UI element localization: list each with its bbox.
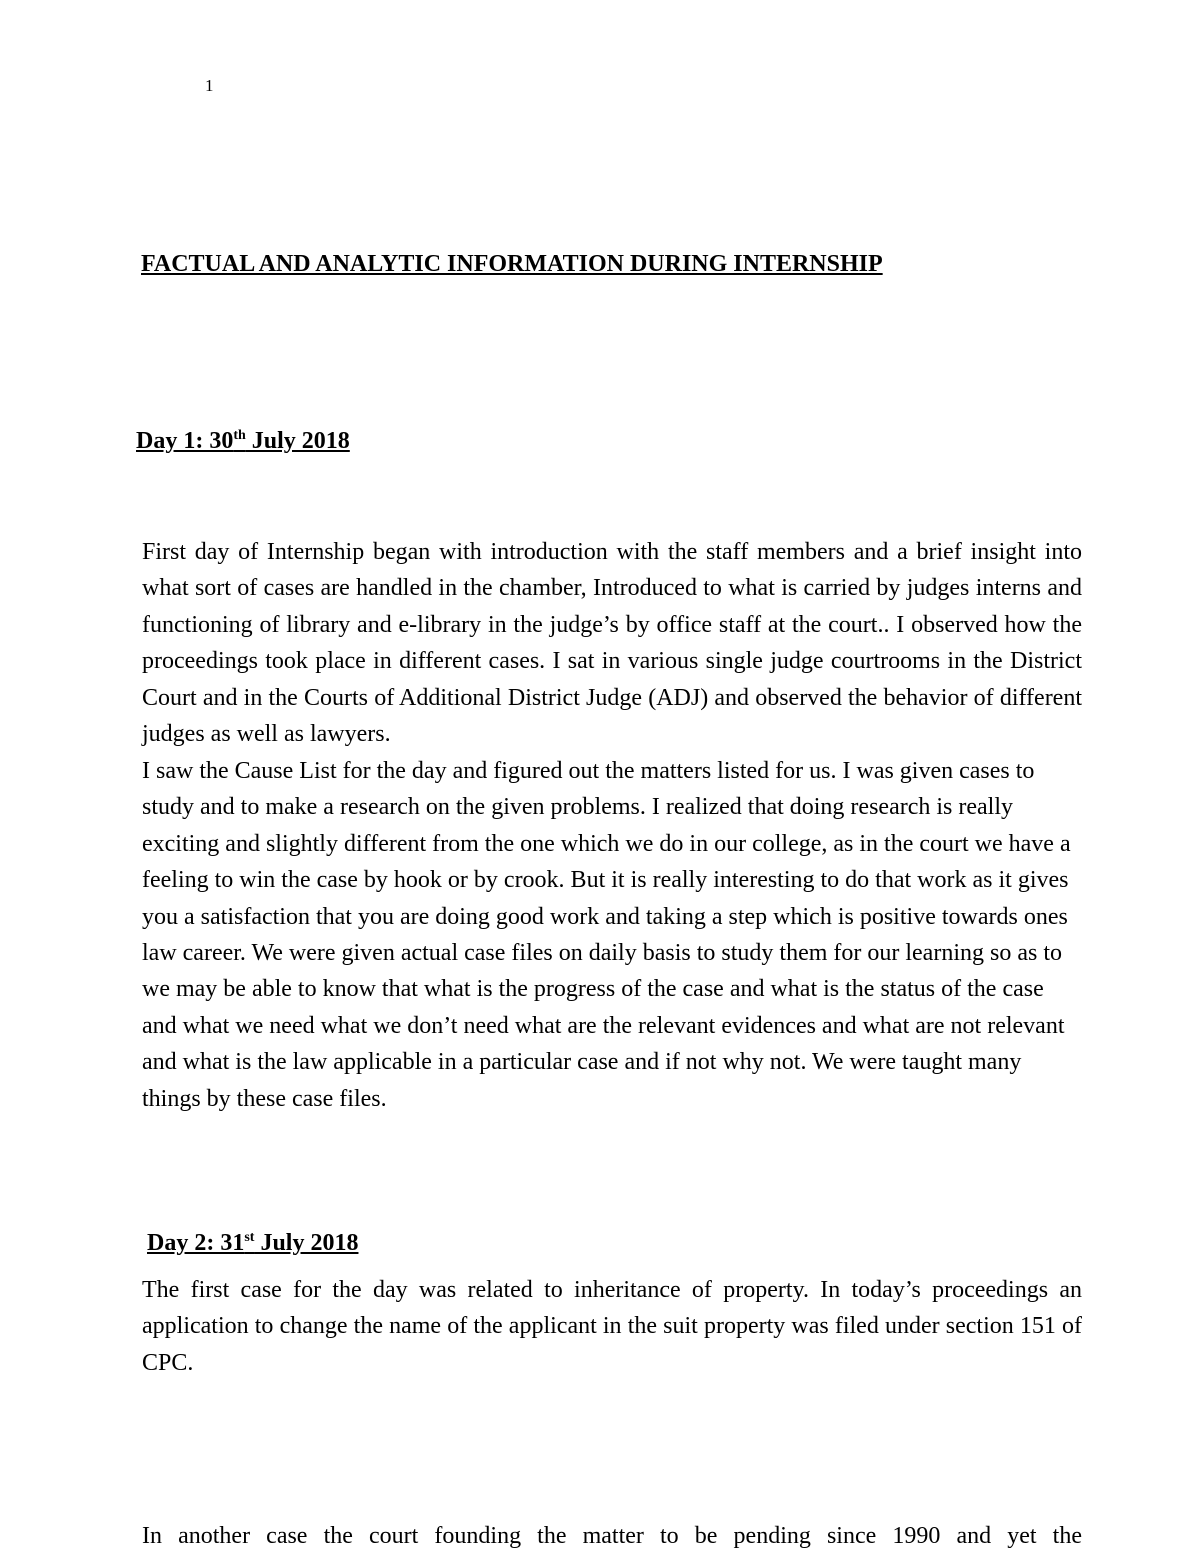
day-1-paragraph-1: First day of Internship began with introduction with the staff members and a brief insight into what sort of cases are handled in the chamber, Introduced to what is carried by judges interns and functioning of library and e-library in the judge’s by office staff at the court.. I observed how the proceedings took place in different cases. I sat in various single judge courtrooms in the District Court and in the Courts of Additional District Judge (ADJ) and observed the behavior of different judges as well as lawyers. [142,539,1082,748]
day-1-heading [136,426,350,456]
page-number: 1 [205,76,214,95]
day-1-paragraph-2: I saw the Cause List for the day and figured out the matters listed for us. I was given cases to study and to make a research on the given problems. I realized that doing research is really exciting and slightly different from the one which we do in our college, as in the court we have a feeling to win the case by hook or by crook. But it is really interesting to do that work as it gives you a satisfaction that you are doing good work and taking a step which is positive towards ones law career. We were given actual case files on daily basis to study them for our learning so as to we may be able to know that what is the progress of the case and what is the status of the case and what we need what we don’t need what are the relevant evidences and what are not relevant and what is the law applicable in a particular case and if not why not. We were taught many things by these case files. [142,758,1071,1112]
day-2-heading [147,1228,358,1258]
day-1-heading-prefix: Day 1: 30 [136,428,234,454]
day-2-paragraph-2: In another case the court founding the matter to be pending since 1990 and yet the [142,1523,1082,1549]
day-2-heading-prefix: Day 2: 31 [147,1230,245,1256]
day-2-heading-suffix: July 2018 [254,1230,359,1256]
day-1-heading-suffix: July 2018 [245,428,350,454]
day-1-heading-ordinal: th [233,428,246,443]
day-2-paragraph-1: The first case for the day was related to inheritance of property. In today’s proceedings an application to change the name of the applicant in the suit property was filed under section 151 of CPC. [142,1277,1082,1376]
document-title: FACTUAL AND ANALYTIC INFORMATION DURING INTERNSHIP [141,251,883,277]
day-2-heading-ordinal: st [244,1230,255,1245]
